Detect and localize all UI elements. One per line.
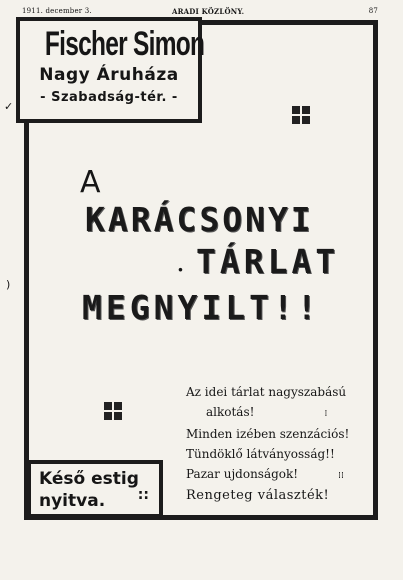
late-line-1: Késő estig <box>39 469 139 489</box>
body-line: Pazar ujdonságok! ⁞⁞ <box>186 467 344 481</box>
ornament-icon <box>292 106 310 124</box>
body-line: Rengeteg választék! <box>186 488 330 503</box>
body-line: Tündöklő látványosság!! <box>186 447 335 461</box>
header-newspaper-title: ARADI KÖZLÖNY. <box>172 7 245 16</box>
advertisement-body <box>186 382 370 506</box>
dots-ornament-icon: ⁞⁞ <box>338 471 344 481</box>
body-line: alkotás! ⁞ <box>206 405 328 419</box>
store-logo-box <box>16 17 205 123</box>
body-line: Minden izében szenzációs! <box>186 427 350 441</box>
opening-hours-box <box>27 460 163 518</box>
store-name: Fischer Simon <box>44 25 205 63</box>
header-page-number: 87 <box>368 7 378 15</box>
dots-ornament-icon: ⁞ <box>324 409 328 419</box>
headline-line-2: TÁRLAT <box>196 242 340 281</box>
store-address: - Szabadság-tér. - <box>40 90 178 105</box>
headline-article: A <box>80 165 101 200</box>
store-subtitle: Nagy Áruháza <box>39 65 179 85</box>
headline-line-3: MEGNYILT!! <box>82 288 321 327</box>
headline-line-1: KARÁCSONYI <box>85 200 314 239</box>
headline-dot: . <box>176 245 185 278</box>
body-line: Az idei tárlat nagyszabású <box>186 385 347 399</box>
margin-mark-icon: ✓ <box>4 100 14 113</box>
late-colon: :: <box>137 487 149 503</box>
ornament-icon <box>104 402 122 420</box>
header-date: 1911. december 3. <box>22 7 92 15</box>
margin-mark-icon: ) <box>6 278 11 291</box>
late-line-2: nyitva. <box>39 491 106 511</box>
